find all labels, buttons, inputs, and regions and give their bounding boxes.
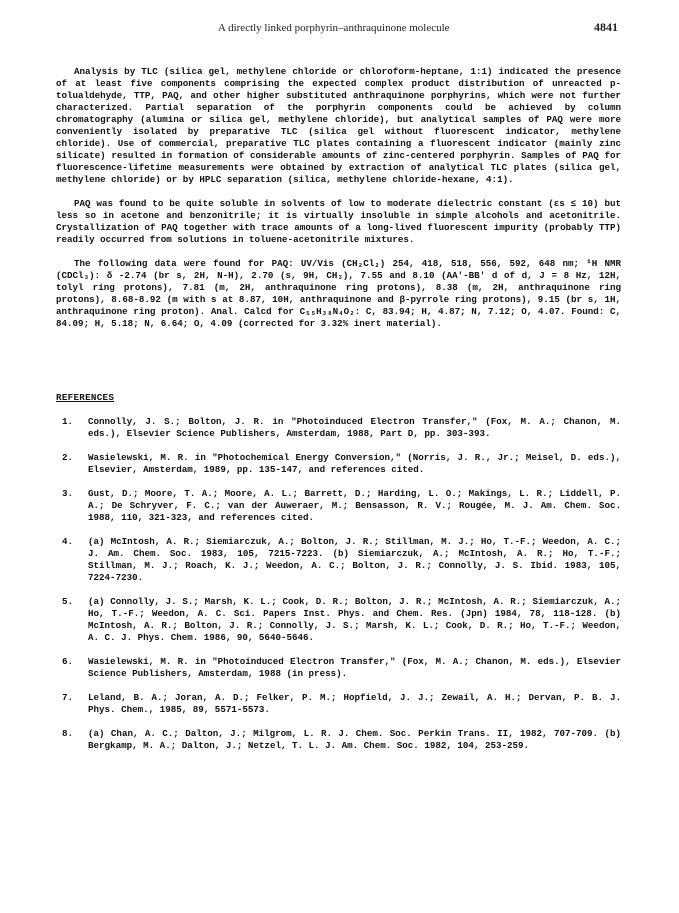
reference-number: 5. [62,596,74,607]
references-section [56,392,621,764]
reference-item [56,488,621,524]
article-body [56,66,621,330]
reference-text: Connolly, J. S.; Bolton, J. R. in "Photoinduced Electron Transfer," (Fox, M. A.; Chanon, M. eds.), Elsevier Science Publishers, Amsterdam, 1988, Part D, pp. 303-393. [88,416,621,439]
reference-item [56,596,621,644]
references-heading: REFERENCES [56,392,115,403]
paragraph-data: The following data were found for PAQ: UV/Vis (CH₂Cl₂) 254, 418, 518, 556, 592, 648 nm; ¹H NMR (CDCl₃): δ -2.74 (br s, 2H, N-H), 2.70 (s, 9H, CH₃), 7.55 and 8.10 (AA'-BB' d of d, J = 8 Hz, 12H, tolyl ring protons), 7.81 (m, 2H, anthraquinone ring protons), 8.38 (m, 2H, anthraquinone ring protons), 8.68-8.92 (m with s at 8.87, 10H, anthraquinone and β-pyrrole ring protons), 9.15 (br s, 1H, anthraquinone ring proton). Anal. Calcd for C₅₅H₃₈N₄O₂: C, 83.94; H, 4.87; N, 7.12; O, 4.07. Found: C, 84.09; H, 5.18; N, 6.64; O, 4.09 (corrected for 3.32% inert material). [56,258,621,329]
paragraph-analysis: Analysis by TLC (silica gel, methylene chloride or chloroform-heptane, 1:1) indicated the presence of at least five components comprising the expected complex product distribution of unreacted p-tolualdehyde, TTP, PAQ, and other higher substituted anthraquinone porphyrins, which were not further characterized. Partial separation of the porphyrin components could be achieved by column chromatography (alumina or silica gel, methylene chloride), but analytical samples of PAQ were more conveniently isolated by preparative TLC (silica gel without fluorescent indicator, methylene chloride). Use of commercial, preparative TLC plates containing a fluorescent indicator (mainly zinc silicate) resulted in formation of considerable amounts of zinc-centered porphyrin. Samples of PAQ for fluorescence-lifetime measurements were obtained by extraction of analytical TLC plates (silica gel, methylene chloride) or by HPLC separation (silica, methylene chloride-hexane, 4:1). [56,66,621,185]
reference-item [56,416,621,440]
reference-text: (a) Chan, A. C.; Dalton, J.; Milgrom, L. R. J. Chem. Soc. Perkin Trans. II, 1982, 707-709. (b) Bergkamp, M. A.; Dalton, J.; Netzel, T. L. J. Am. Chem. Soc. 1982, 104, 253-259. [88,728,621,751]
reference-item [56,452,621,476]
running-title: A directly linked porphyrin–anthraquinone molecule [218,22,450,34]
reference-number: 7. [62,692,74,703]
reference-number: 2. [62,452,74,463]
reference-text: (a) Connolly, J. S.; Marsh, K. L.; Cook, D. R.; Bolton, J. R.; McIntosh, A. R.; Siemiarczuk, A.; Ho, T.-F.; Weedon, A. C. Sci. Papers Inst. Phys. and Chem. Res. (Jpn) 1984, 78, 118-128. (b) McIntosh, A. R.; Bolton, J. R.; Connolly, J. S.; Marsh, K. L.; Cook, D. R.; Ho, T.-F.; Weedon, A. C. J. Phys. Chem. 1986, 90, 5640-5646. [88,596,621,643]
paragraph-solubility: PAQ was found to be quite soluble in solvents of low to moderate dielectric constant (εs ≤ 10) but less so in acetone and benzonitrile; it is virtually insoluble in simple alcohols and acetonitrile. Crystallization of PAQ together with trace amounts of a long-lived fluorescent impurity (probably TTP) readily occurred from solutions in toluene-acetonitrile mixtures. [56,198,621,245]
reference-number: 3. [62,488,74,499]
reference-text: Leland, B. A.; Joran, A. D.; Felker, P. M.; Hopfield, J. J.; Zewail, A. H.; Dervan, P. B. J. Phys. Chem., 1985, 89, 5571-5573. [88,692,621,715]
reference-number: 6. [62,656,74,667]
reference-text: Wasielewski, M. R. in "Photochemical Energy Conversion," (Norris, J. R., Jr.; Meisel, D. eds.), Elsevier, Amsterdam, 1989, pp. 135-147, and references cited. [88,452,621,475]
reference-text: Wasielewski, M. R. in "Photoinduced Electron Transfer," (Fox, M. A.; Chanon, M. eds.), Elsevier Science Publishers, Amsterdam, 1988 (in press). [88,656,621,679]
reference-number: 4. [62,536,74,547]
reference-item [56,728,621,752]
reference-number: 1. [62,416,74,427]
references-list [56,416,621,752]
reference-item [56,656,621,680]
reference-item [56,536,621,584]
reference-text: Gust, D.; Moore, T. A.; Moore, A. L.; Barrett, D.; Harding, L. O.; Makings, L. R.; Liddell, P. A.; De Schryver, F. C.; van der Auweraer, M.; Bensasson, R. V.; Rougée, M. J. Am. Chem. Soc. 1988, 110, 321-323, and references cited. [88,488,621,523]
reference-text: (a) McIntosh, A. R.; Siemiarczuk, A.; Bolton, J. R.; Stillman, M. J.; Ho, T.-F.; Weedon, A. C.; J. Am. Chem. Soc. 1983, 105, 7215-7223. (b) Siemiarczuk, A.; McIntosh, A. R.; Ho, T.-F.; Stillman, M. J.; Roach, K. J.; Weedon, A. C.; Bolton, J. R.; Connolly, J. S. Ibid. 1983, 105, 7224-7230. [88,536,621,583]
reference-number: 8. [62,728,74,739]
page-number: 4841 [594,20,618,34]
reference-item [56,692,621,716]
